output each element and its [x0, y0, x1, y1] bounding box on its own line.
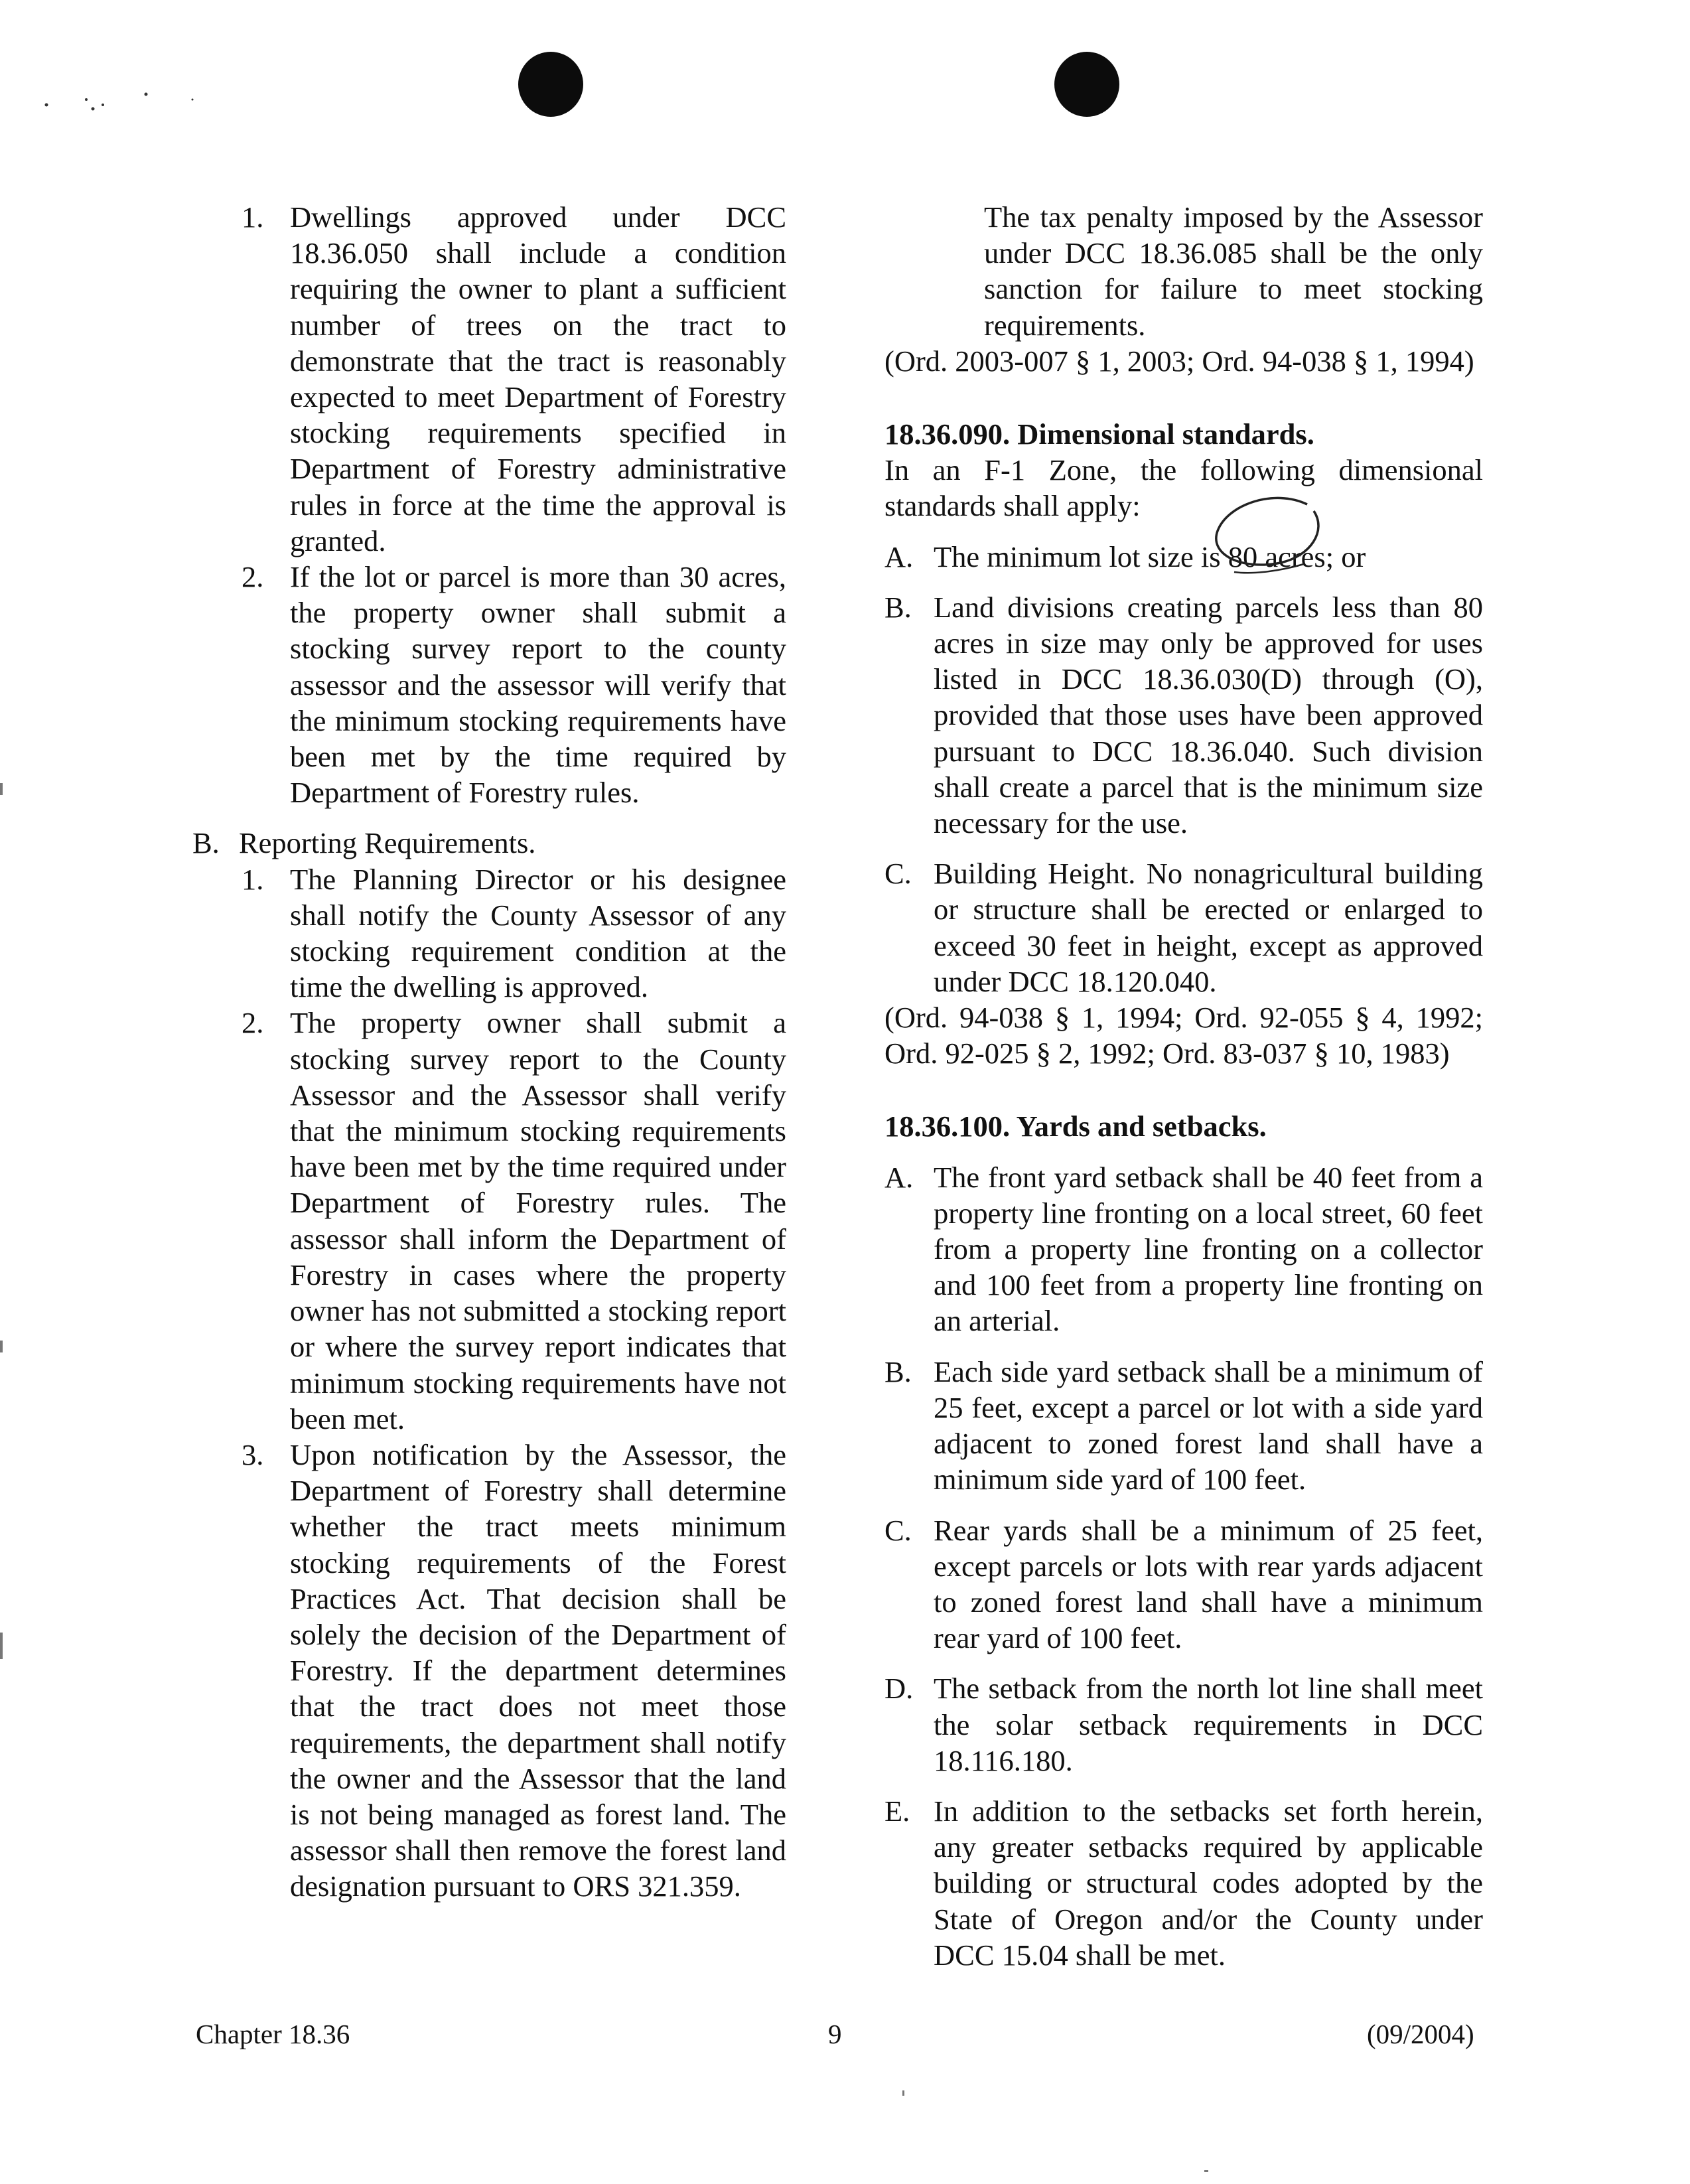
list-item — [192, 559, 786, 810]
list-item — [192, 861, 786, 1005]
section-intro: In an F-1 Zone, the following dimensional standards shall apply: — [884, 453, 1483, 523]
list-item — [884, 1670, 1483, 1779]
item-number: 1. — [242, 200, 264, 234]
list-item — [884, 1354, 1483, 1498]
right-column — [884, 199, 1483, 1973]
scan-specks — [40, 80, 212, 133]
reporting-requirements-heading — [192, 825, 786, 861]
footer-chapter: Chapter 18.36 — [196, 2019, 350, 2049]
list-item — [884, 1793, 1483, 1973]
list-item — [884, 855, 1483, 999]
footer-page-number: 9 — [828, 2019, 842, 2049]
item-number: 2. — [242, 1006, 264, 1040]
punch-hole-left — [518, 52, 583, 117]
item-label: B. — [884, 590, 912, 624]
ordinance-citation: (Ord. 2003-007 § 1, 2003; Ord. 94-038 § 1, 1994) — [884, 344, 1474, 378]
continued-paragraph: The tax penalty imposed by the Assessor under DCC 18.36.085 shall be the only sanction for failure to meet stocking requirements. — [984, 200, 1483, 342]
section-label: B. — [192, 826, 220, 860]
item-text: In addition to the setbacks set forth herein, any greater setbacks required by applicable building or structural codes adopted by the State of Oregon and/or the County under DCC 15.04 shall be met. — [934, 1794, 1483, 1972]
list-item — [192, 1437, 786, 1905]
item-number: 1. — [242, 862, 264, 896]
list-item — [884, 589, 1483, 841]
section-title: Reporting Requirements. — [239, 826, 536, 860]
section-heading-090: 18.36.090. Dimensional standards. — [884, 417, 1314, 451]
item-number: 2. — [242, 560, 264, 594]
list-item — [884, 1512, 1483, 1656]
scan-mark — [1204, 2170, 1208, 2172]
item-label: C. — [884, 1513, 912, 1547]
item-text: The Planning Director or his designee shall notify the County Assessor of any stocking requirement condition at the time the dwelling is approved. — [290, 862, 786, 1004]
scan-mark — [0, 783, 3, 795]
item-label: D. — [884, 1672, 914, 1706]
item-label: A. — [884, 1160, 914, 1194]
item-text: The property owner shall submit a stocking survey report to the County Assessor and the Assessor shall verify that the minimum stocking requirements have been met by the time required under Department of Forestry rules. The assessor shall inform the Department of Forestry in cases where the property owner has not submitted a stocking report or where the survey report indicates that minimum stocking requirements have not been met. — [290, 1006, 786, 1435]
item-label: C. — [884, 857, 912, 891]
item-label: A. — [884, 540, 914, 573]
list-item — [884, 1159, 1483, 1339]
item-number: 3. — [242, 1437, 264, 1471]
item-text: The setback from the north lot line shall meet the solar setback requirements in DCC 18.116.180. — [934, 1672, 1483, 1777]
scan-mark — [0, 1341, 3, 1352]
item-label: E. — [884, 1794, 910, 1828]
list-item — [192, 199, 786, 559]
item-text: Land divisions creating parcels less than 80 acres in size may only be approved for uses listed in DCC 18.36.030(D) through (O), provided that those uses have been approved pursuant to DCC 18.36.040. Such division shall create a parcel that is the minimum size necessary for the use. — [934, 590, 1483, 840]
item-text: The front yard setback shall be 40 feet from a property line fronting on a local street, 60 feet from a property line fronting on a collector and 100 feet from a property line fronting on an arterial. — [934, 1160, 1483, 1338]
punch-hole-right — [1054, 52, 1119, 117]
scan-mark — [0, 1633, 3, 1659]
item-label: B. — [884, 1354, 912, 1388]
ordinance-citation: (Ord. 94-038 § 1, 1994; Ord. 92-055 § 4, 1992; Ord. 92-025 § 2, 1992; Ord. 83-037 § 10, 1983) — [884, 1001, 1483, 1070]
item-text: Each side yard setback shall be a minimum of 25 feet, except a parcel or lot with a side yard adjacent to zoned forest land shall have a minimum side yard of 100 feet. — [934, 1354, 1483, 1496]
item-text: Building Height. No nonagricultural building or structure shall be erected or enlarged to exceed 30 feet in height, except as approved under DCC 18.120.040. — [934, 857, 1483, 998]
section-heading-100: 18.36.100. Yards and setbacks. — [884, 1110, 1267, 1143]
left-column — [192, 199, 786, 1905]
item-text: If the lot or parcel is more than 30 acres, the property owner shall submit a stocking survey report to the county assessor and the assessor will verify that the minimum stocking requirements have been met by the time required by Department of Forestry rules. — [290, 560, 786, 810]
list-item — [192, 1005, 786, 1436]
item-text: Dwellings approved under DCC 18.36.050 shall include a condition requiring the owner to plant a sufficient number of trees on the tract to demonstrate that the tract is reasonably expected to meet Department of Forestry stocking requirements specified in Department of Forestry administrative rules in force at the time the approval is granted. — [290, 200, 786, 557]
item-text: The minimum lot size is 80 acres; or — [934, 540, 1366, 573]
item-text: Upon notification by the Assessor, the Department of Forestry shall determine whether the tract meets minimum stocking requirements of the Forest Practices Act. That decision shall be solely the decision of the Department of Forestry. If the department determines that the tract does not meet those requirements, the department shall notify the owner and the Assessor that the land is not being managed as forest land. The assessor shall then remove the forest land designation pursuant to ORS 321.359. — [290, 1437, 786, 1903]
list-item — [884, 539, 1483, 575]
scan-mark — [902, 2090, 904, 2096]
footer-date: (09/2004) — [1367, 2019, 1474, 2049]
item-text: Rear yards shall be a minimum of 25 feet, except parcels or lots with rear yards adjacent to zoned forest land shall have a minimum rear yard of 100 feet. — [934, 1513, 1483, 1655]
